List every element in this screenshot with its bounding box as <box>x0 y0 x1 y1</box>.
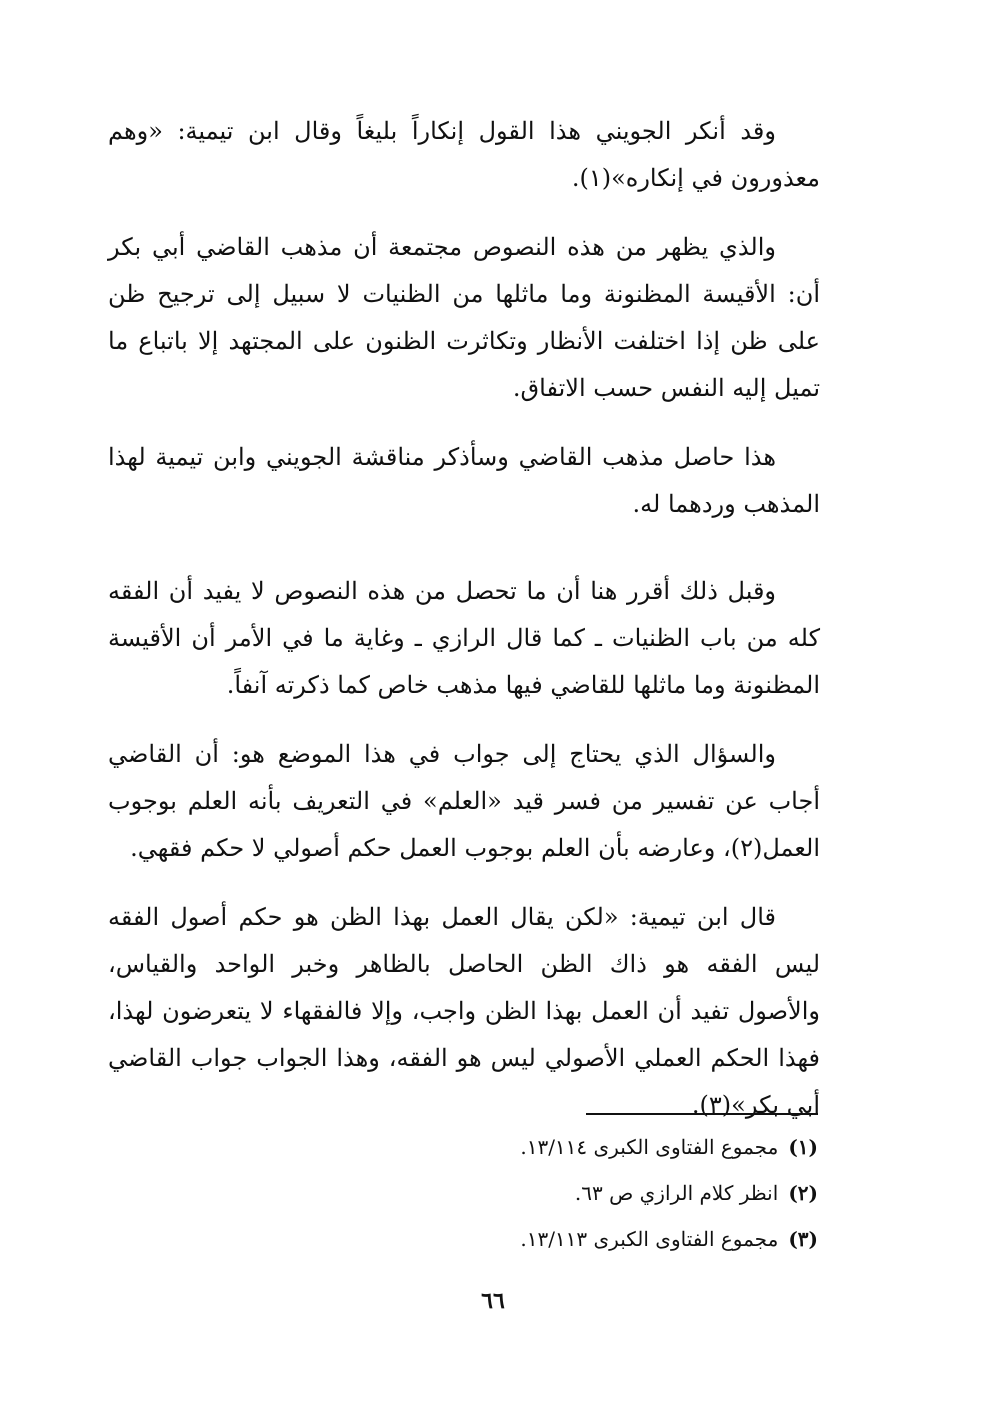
paragraph-3: هذا حاصل مذهب القاضي وسأذكر مناقشة الجويني وابن تيمية لهذا المذهب وردهما له. <box>108 443 820 518</box>
footnote-text: مجموع الفتاوى الكبرى ١٣/١١٣. <box>520 1227 779 1251</box>
footnote-2 <box>258 1170 818 1216</box>
footnote-number: (٣) <box>788 1227 818 1251</box>
footnote-1 <box>258 1124 818 1170</box>
paragraph-2: والذي يظهر من هذه النصوص مجتمعة أن مذهب القاضي أبي بكر أن: الأقيسة المظنونة وما ماثلها من الظنيات لا سبيل إلى ترجيح ظن على ظن إذا اختلفت الأنظار وتكاثرت الظنون على المجتهد إلا باتباع ما تميل إليه النفس حسب الاتفاق. <box>108 233 820 402</box>
footnote-text: مجموع الفتاوى الكبرى ١٣/١١٤. <box>520 1135 779 1159</box>
paragraph-5: والسؤال الذي يحتاج إلى جواب في هذا الموضع هو: أن القاضي أجاب عن تفسير من فسر قيد «العلم» في التعريف بأنه العلم بوجوب العمل(٢)، وعارضه بأن العلم بوجوب العمل حكم أصولي لا حكم فقهي. <box>108 740 820 862</box>
page-number: ٦٦ <box>481 1288 505 1314</box>
footnote-separator <box>586 1113 818 1115</box>
footnote-text: انظر كلام الرازي ص ٦٣. <box>574 1181 779 1205</box>
main-text <box>108 108 820 1129</box>
footnote-3 <box>258 1216 818 1262</box>
paragraph-1: وقد أنكر الجويني هذا القول إنكاراً بليغاً وقال ابن تيمية: «وهم معذورون في إنكاره»(١). <box>108 117 820 192</box>
paragraph-4: وقبل ذلك أقرر هنا أن ما تحصل من هذه النصوص لا يفيد أن الفقه كله من باب الظنيات ـ كما قال الرازي ـ وغاية ما في الأمر أن الأقيسة المظنونة وما ماثلها للقاضي فيها مذهب خاص كما ذكرته آنفاً. <box>108 577 820 699</box>
footnote-number: (١) <box>788 1135 818 1159</box>
footnotes <box>258 1124 818 1262</box>
footnote-number: (٢) <box>788 1181 818 1205</box>
paragraph-6: قال ابن تيمية: «لكن يقال العمل بهذا الظن هو حكم أصول الفقه ليس الفقه هو ذاك الظن الحاصل بالظاهر وخبر الواحد والقياس، والأصول تفيد أن العمل بهذا الظن واجب، وإلا فالفقهاء لا يتعرضون لهذا، فهذا الحكم العملي الأصولي ليس هو الفقه، وهذا الجواب جواب القاضي أبي بكر»(٣). <box>108 903 821 1119</box>
